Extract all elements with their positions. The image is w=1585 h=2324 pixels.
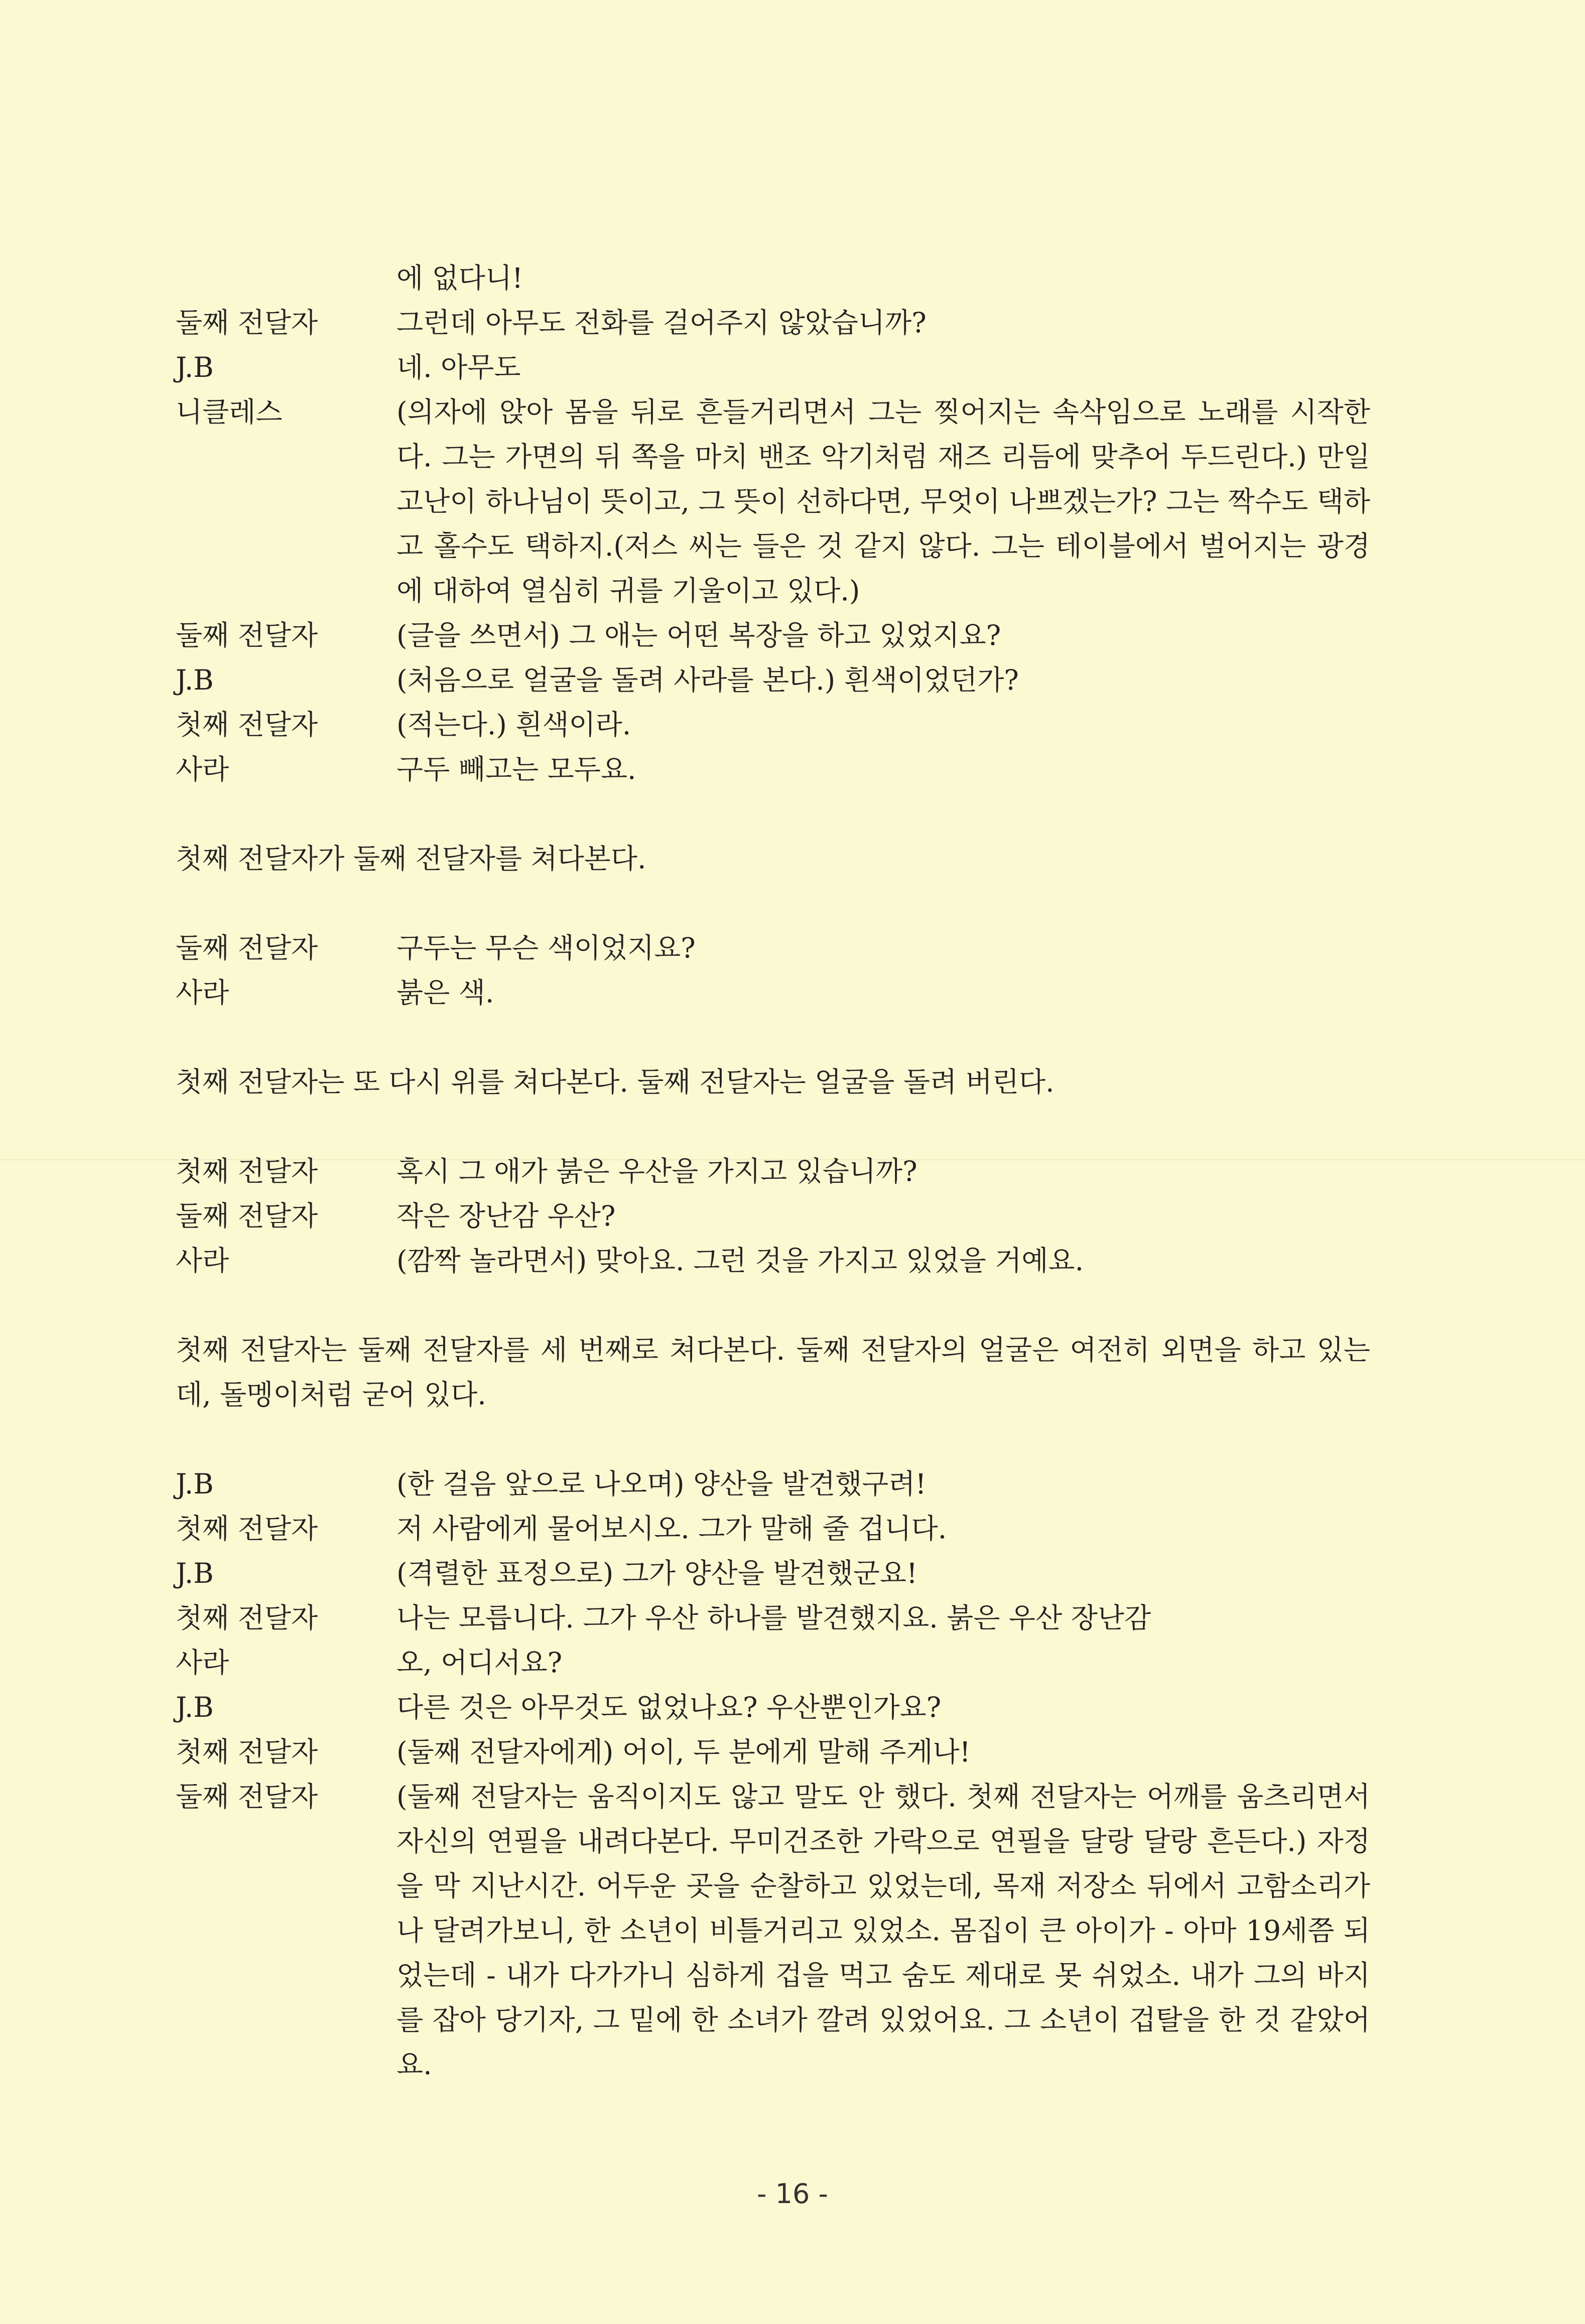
speaker-name: 첫째 전달자 bbox=[176, 709, 318, 741]
dialogue-text: (의자에 앉아 몸을 뒤로 흔들거리면서 그는 찢어지는 속삭임으로 노래를 시작한다. 그는 가면의 뒤 쪽을 마치 밴조 악기처럼 재즈 리듬에 맞추어 두드린다.) 만일 고난이 하나님이 뜻이고, 그 뜻이 선하다면, 무엇이 나쁘겠는가? 그는 짝수도 택하고 홀수도 택하지.(저스 씨는 들은 것 같지 않다. 그는 테이블에서 벌어지는 광경에 대하여 열심히 귀를 기울이고 있다.) bbox=[397, 396, 1370, 607]
dialogue-text: (둘째 전달자에게) 어이, 두 분에게 말해 주게나! bbox=[397, 1736, 971, 1768]
dialogue-line bbox=[176, 1641, 1370, 1685]
speaker-name: 둘째 전달자 bbox=[176, 932, 318, 964]
dialogue-text: (둘째 전달자는 움직이지도 않고 말도 안 했다. 첫째 전달자는 어깨를 움츠리면서 자신의 연필을 내려다본다. 무미건조한 가락으로 연필을 달랑 달랑 흔든다.) 자정을 막 지난시간. 어두운 곳을 순찰하고 있었는데, 목재 저장소 뒤에서 고함소리가 나 달려가보니, 한 소년이 비틀거리고 있었소. 몸집이 큰 아이가 - 아마 19세쯤 되었는데 - 내가 다가가니 심하게 겁을 먹고 숨도 제대로 못 쉬었소. 내가 그의 바지를 잡아 당기자, 그 밑에 한 소녀가 깔려 있었어요. 그 소년이 겁탈을 한 것 같았어요. bbox=[397, 1781, 1370, 2081]
dialogue-line bbox=[176, 971, 1370, 1015]
dialogue-text: (적는다.) 흰색이라. bbox=[397, 709, 631, 741]
dialogue-text: 에 없다니! bbox=[397, 262, 523, 294]
speaker-name: 첫째 전달자 bbox=[176, 1513, 318, 1545]
dialogue-block-4 bbox=[176, 1462, 1370, 2087]
speaker-name: 사라 bbox=[176, 1245, 229, 1277]
speaker-name: 둘째 전달자 bbox=[176, 1781, 318, 1813]
stage-direction: 첫째 전달자는 둘째 전달자를 세 번째로 쳐다본다. 둘째 전달자의 얼굴은 여전히 외면을 하고 있는데, 돌멩이처럼 굳어 있다. bbox=[176, 1334, 1370, 1411]
dialogue-text: 붉은 색. bbox=[397, 977, 494, 1009]
dialogue-line bbox=[176, 747, 1370, 792]
speaker-name: 니클레스 bbox=[176, 396, 283, 428]
dialogue-line bbox=[176, 658, 1370, 703]
dialogue-text: 구두 빼고는 모두요. bbox=[397, 753, 636, 785]
spacer bbox=[176, 792, 1370, 837]
speaker-name: J.B bbox=[176, 664, 214, 696]
dialogue-text: 나는 모릅니다. 그가 우산 하나를 발견했지요. 붉은 우산 장난감 bbox=[397, 1602, 1151, 1634]
dialogue-line bbox=[176, 345, 1370, 390]
speaker-name: 첫째 전달자 bbox=[176, 1736, 318, 1768]
speaker-name: 사라 bbox=[176, 1647, 229, 1679]
dialogue-text: 혹시 그 애가 붉은 우산을 가지고 있습니까? bbox=[397, 1155, 917, 1187]
spacer bbox=[176, 1105, 1370, 1149]
dialogue-block-2 bbox=[176, 926, 1370, 1015]
speaker-name: 둘째 전달자 bbox=[176, 307, 318, 339]
spacer bbox=[176, 1283, 1370, 1328]
dialogue-line bbox=[176, 703, 1370, 747]
dialogue-line bbox=[176, 613, 1370, 658]
speaker-name: 사라 bbox=[176, 977, 229, 1009]
spacer bbox=[176, 1015, 1370, 1060]
dialogue-line bbox=[176, 1239, 1370, 1283]
dialogue-line bbox=[176, 1462, 1370, 1507]
dialogue-line bbox=[176, 1507, 1370, 1551]
speaker-name: 첫째 전달자 bbox=[176, 1602, 318, 1634]
speaker-name: 둘째 전달자 bbox=[176, 1200, 318, 1232]
dialogue-line bbox=[176, 926, 1370, 971]
dialogue-text: 작은 장난감 우산? bbox=[397, 1200, 616, 1232]
stage-direction: 첫째 전달자가 둘째 전달자를 쳐다본다. bbox=[176, 843, 646, 875]
dialogue-block-3 bbox=[176, 1149, 1370, 1283]
dialogue-text: 오, 어디서요? bbox=[397, 1647, 563, 1679]
spacer bbox=[176, 1417, 1370, 1462]
stage-direction: 첫째 전달자는 또 다시 위를 쳐다본다. 둘째 전달자는 얼굴을 돌려 버린다. bbox=[176, 1066, 1054, 1098]
dialogue-text: 다른 것은 아무것도 없었나요? 우산뿐인가요? bbox=[397, 1691, 942, 1723]
speaker-name: 사라 bbox=[176, 753, 229, 785]
dialogue-line bbox=[176, 1149, 1370, 1194]
dialogue-text: (깜짝 놀라면서) 맞아요. 그런 것을 가지고 있었을 거예요. bbox=[397, 1245, 1084, 1277]
speaker-name: J.B bbox=[176, 1557, 214, 1589]
speaker-name: 둘째 전달자 bbox=[176, 619, 318, 651]
dialogue-text: 저 사람에게 물어보시오. 그가 말해 줄 겁니다. bbox=[397, 1513, 947, 1545]
dialogue-block-1 bbox=[176, 256, 1370, 792]
dialogue-text: 네. 아무도 bbox=[397, 351, 521, 383]
dialogue-line bbox=[176, 1194, 1370, 1239]
page-number: - 16 - bbox=[756, 2178, 828, 2210]
speaker-name: 첫째 전달자 bbox=[176, 1155, 318, 1187]
spacer bbox=[176, 881, 1370, 926]
dialogue-line bbox=[176, 1685, 1370, 1730]
dialogue-text: (한 걸음 앞으로 나오며) 양산을 발견했구려! bbox=[397, 1468, 927, 1500]
dialogue-text: 그런데 아무도 전화를 걸어주지 않았습니까? bbox=[397, 307, 927, 339]
dialogue-text: (처음으로 얼굴을 돌려 사라를 본다.) 흰색이었던가? bbox=[397, 664, 1019, 696]
dialogue-text: 구두는 무슨 색이었지요? bbox=[397, 932, 696, 964]
speaker-name: J.B bbox=[176, 1468, 214, 1500]
dialogue-line bbox=[176, 256, 1370, 301]
speaker-name: J.B bbox=[176, 1691, 214, 1723]
script-content bbox=[176, 256, 1370, 2087]
dialogue-text: (격렬한 표정으로) 그가 양산을 발견했군요! bbox=[397, 1557, 918, 1589]
dialogue-line bbox=[176, 1551, 1370, 1596]
dialogue-line bbox=[176, 1730, 1370, 1774]
dialogue-line bbox=[176, 1774, 1370, 2087]
dialogue-line bbox=[176, 1596, 1370, 1641]
speaker-name: J.B bbox=[176, 351, 214, 383]
dialogue-text: (글을 쓰면서) 그 애는 어떤 복장을 하고 있었지요? bbox=[397, 619, 1001, 651]
dialogue-line bbox=[176, 301, 1370, 345]
dialogue-line bbox=[176, 390, 1370, 613]
